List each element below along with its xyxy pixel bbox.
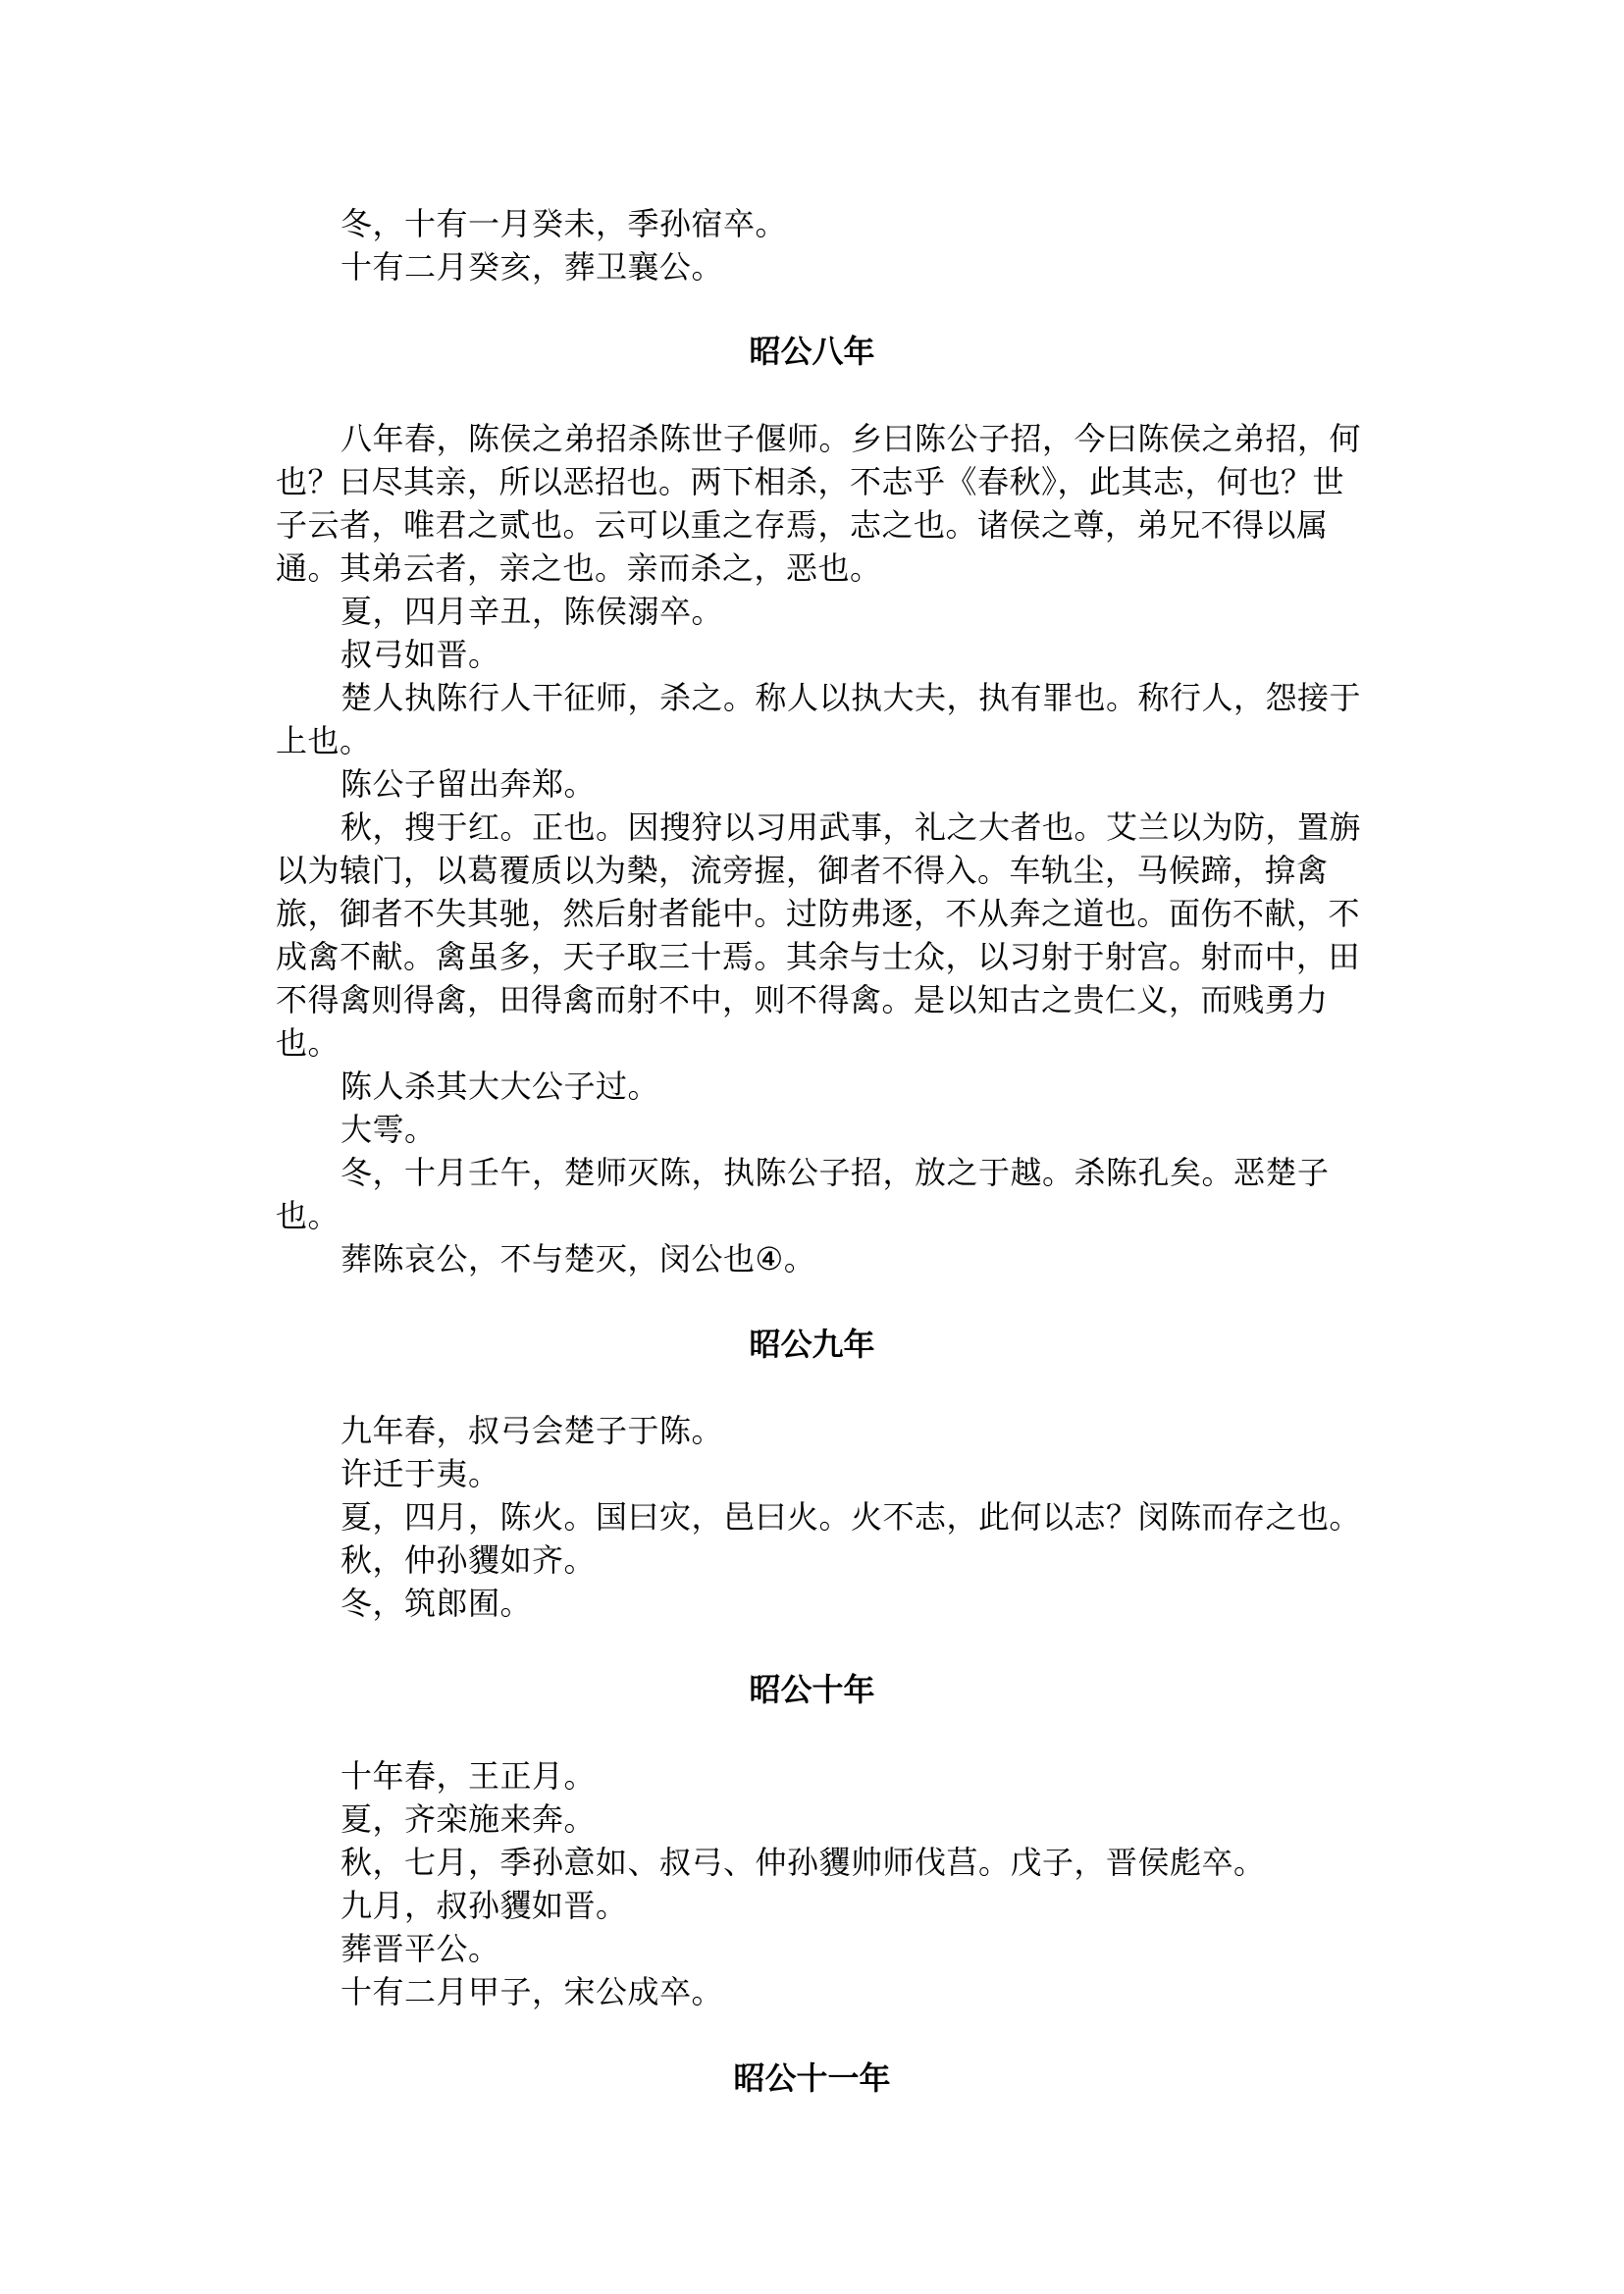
paragraph: 秋，仲孙貜如齐。 <box>341 1541 597 1579</box>
paragraph: 葬陈哀公，不与楚灭，闵公也④。 <box>341 1240 816 1277</box>
section-0-body <box>276 202 1363 288</box>
paragraph: 冬，筑郎囿。 <box>341 1585 533 1622</box>
paragraph: 九年春，叔弓会楚子于陈。 <box>341 1412 724 1449</box>
paragraph: 冬，十有一月癸未，季孙宿卒。 <box>341 205 788 242</box>
section-heading: 昭公十年 <box>749 1671 875 1708</box>
paragraph: 秋，七月，季孙意如、叔弓、仲孙貜帅师伐莒。戊子，晋侯彪卒。 <box>341 1844 1266 1881</box>
paragraph: 十有二月癸亥，葬卫襄公。 <box>341 248 724 286</box>
paragraph: 冬，十月壬午，楚师灭陈，执陈公子招，放之于越。杀陈孔矣。恶楚子也。 <box>276 1154 1330 1234</box>
paragraph: 陈公子留出奔郑。 <box>341 765 597 803</box>
paragraph: 许迁于夷。 <box>341 1455 500 1492</box>
paragraph: 陈人杀其大大公子过。 <box>341 1068 660 1105</box>
section-3-body <box>276 1754 1363 2013</box>
section-heading: 昭公八年 <box>749 333 875 370</box>
paragraph: 十年春，王正月。 <box>341 1757 597 1795</box>
section-heading: 昭公十一年 <box>733 2059 891 2097</box>
paragraph: 九月，叔孙貜如晋。 <box>341 1887 628 1924</box>
paragraph: 大雩。 <box>341 1111 437 1148</box>
paragraph: 葬晋平公。 <box>341 1930 500 1967</box>
section-2-body <box>276 1409 1363 1625</box>
paragraph: 夏，齐栾施来奔。 <box>341 1800 597 1838</box>
paragraph: 秋，搜于红。正也。因搜狩以习用武事，礼之大者也。艾兰以为防，置旃以为辕门，以葛覆质以为槷，流旁握，御者不得入。车轨尘，马候蹄，揜禽旅，御者不失其驰，然后射者能中。过防弗逐，不从奔之道也。面伤不献，不成禽不献。禽虽多，天子取三十焉。其余与士众，以习射于射宫。射而中，田不得禽则得禽，田得禽而射不中，则不得禽。是以知古之贵仁义，而贱勇力也。 <box>276 808 1362 1062</box>
paragraph: 楚人执陈行人干征师，杀之。称人以执大夫，执有罪也。称行人，怨接于上也。 <box>276 679 1362 759</box>
paragraph: 八年春，陈侯之弟招杀陈世子偃师。乡曰陈公子招，今曰陈侯之弟招，何也？曰尽其亲，所以恶招也。两下相杀，不志乎《春秋》，此其志，何也？世子云者，唯君之贰也。云可以重之存焉，志之也。诸侯之尊，弟兄不得以属通。其弟云者，亲之也。亲而杀之，恶也。 <box>276 420 1362 587</box>
paragraph: 夏，四月，陈火。国曰灾，邑曰火。火不志，此何以志？闵陈而存之也。 <box>341 1498 1362 1536</box>
paragraph: 十有二月甲子，宋公成卒。 <box>341 1973 724 2010</box>
paragraph: 叔弓如晋。 <box>341 636 500 673</box>
paragraph: 夏，四月辛丑，陈侯溺卒。 <box>341 593 724 630</box>
section-1-body <box>276 417 1363 1280</box>
section-heading: 昭公九年 <box>749 1326 875 1363</box>
